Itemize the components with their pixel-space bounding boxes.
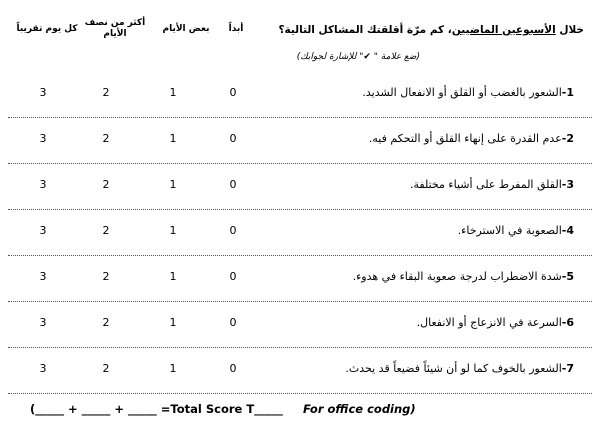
option-1[interactable]: 1 xyxy=(169,270,177,283)
question-number: 6 xyxy=(566,316,574,329)
option-1[interactable]: 1 xyxy=(169,224,177,237)
row-divider xyxy=(8,393,592,394)
table-row xyxy=(8,118,592,164)
total-score-formula: (_____ + _____ + _____ =Total Score T_____ xyxy=(30,402,283,416)
office-coding-label: For office coding) xyxy=(302,402,416,416)
option-2[interactable]: 2 xyxy=(102,362,110,375)
question-label: الشعور بالغضب أو القلق أو الانفعال الشديد. xyxy=(362,86,562,99)
question-label: شدة الاضطراب لدرجة صعوبة البقاء في هدوء. xyxy=(352,270,562,283)
col-several-days: بعض الأيام xyxy=(162,24,210,34)
option-0[interactable]: 0 xyxy=(229,178,237,191)
question-number: 4 xyxy=(566,224,574,237)
option-1[interactable]: 1 xyxy=(169,86,177,99)
option-3[interactable]: 3 xyxy=(39,178,47,191)
col-more-than-half: أكثر من نصف الأيام xyxy=(84,18,146,39)
question-text: 6-السرعة في الانزعاج أو الانفعال. xyxy=(416,316,574,329)
option-1[interactable]: 1 xyxy=(169,362,177,375)
option-2[interactable]: 2 xyxy=(102,316,110,329)
question-label: القلق المفرط على أشياء مختلفة. xyxy=(410,178,562,191)
instruction-text: (ضع علامة " ✔" للإشارة لجوابك) xyxy=(296,52,420,62)
table-row xyxy=(8,210,592,256)
question-label: الصعوبة في الاسترخاء. xyxy=(457,224,562,237)
option-2[interactable]: 2 xyxy=(102,86,110,99)
option-2[interactable]: 2 xyxy=(102,224,110,237)
option-2[interactable]: 2 xyxy=(102,132,110,145)
table-row xyxy=(8,302,592,348)
question-underlined: الأسبوعين الماضيين xyxy=(451,24,556,36)
option-3[interactable]: 3 xyxy=(39,362,47,375)
question-prefix: خلال xyxy=(555,24,584,36)
option-0[interactable]: 0 xyxy=(229,316,237,329)
col-nearly-every-day: كل يوم تقريباً xyxy=(16,24,78,34)
option-3[interactable]: 3 xyxy=(39,270,47,283)
question-suffix: ، كم مرّة أقلقتك المشاكل التالية؟ xyxy=(278,24,452,36)
score-footer xyxy=(30,402,416,416)
question-text: 1-الشعور بالغضب أو القلق أو الانفعال الشديد. xyxy=(362,86,574,99)
option-1[interactable]: 1 xyxy=(169,132,177,145)
question-number: 7 xyxy=(566,362,574,375)
question-number: 2 xyxy=(566,132,574,145)
table-row xyxy=(8,256,592,302)
option-2[interactable]: 2 xyxy=(102,270,110,283)
option-0[interactable]: 0 xyxy=(229,270,237,283)
question-label: عدم القدرة على إنهاء القلق أو التحكم فيه. xyxy=(368,132,562,145)
option-0[interactable]: 0 xyxy=(229,86,237,99)
option-1[interactable]: 1 xyxy=(169,178,177,191)
table-row xyxy=(8,348,592,394)
question-text: 5-شدة الاضطراب لدرجة صعوبة البقاء في هدوء. xyxy=(352,270,574,283)
option-3[interactable]: 3 xyxy=(39,86,47,99)
question-text: 3-القلق المفرط على أشياء مختلفة. xyxy=(410,178,574,191)
col-never: أبداً xyxy=(228,24,244,34)
question-label: السرعة في الانزعاج أو الانفعال. xyxy=(416,316,562,329)
question-text: 7-الشعور بالخوف كما لو أن شيئاً فضيعاً قد يحدث. xyxy=(345,362,574,375)
option-0[interactable]: 0 xyxy=(229,224,237,237)
option-2[interactable]: 2 xyxy=(102,178,110,191)
question-text: 4-الصعوبة في الاسترخاء. xyxy=(457,224,574,237)
table-row xyxy=(8,72,592,118)
option-3[interactable]: 3 xyxy=(39,132,47,145)
option-0[interactable]: 0 xyxy=(229,362,237,375)
question-number: 5 xyxy=(566,270,574,283)
question-number: 1 xyxy=(566,86,574,99)
option-1[interactable]: 1 xyxy=(169,316,177,329)
option-3[interactable]: 3 xyxy=(39,224,47,237)
option-0[interactable]: 0 xyxy=(229,132,237,145)
option-3[interactable]: 3 xyxy=(39,316,47,329)
question-label: الشعور بالخوف كما لو أن شيئاً فضيعاً قد يحدث. xyxy=(345,362,562,375)
question-number: 3 xyxy=(566,178,574,191)
question-heading xyxy=(278,24,584,36)
question-text: 2-عدم القدرة على إنهاء القلق أو التحكم فيه. xyxy=(368,132,574,145)
table-row xyxy=(8,164,592,210)
